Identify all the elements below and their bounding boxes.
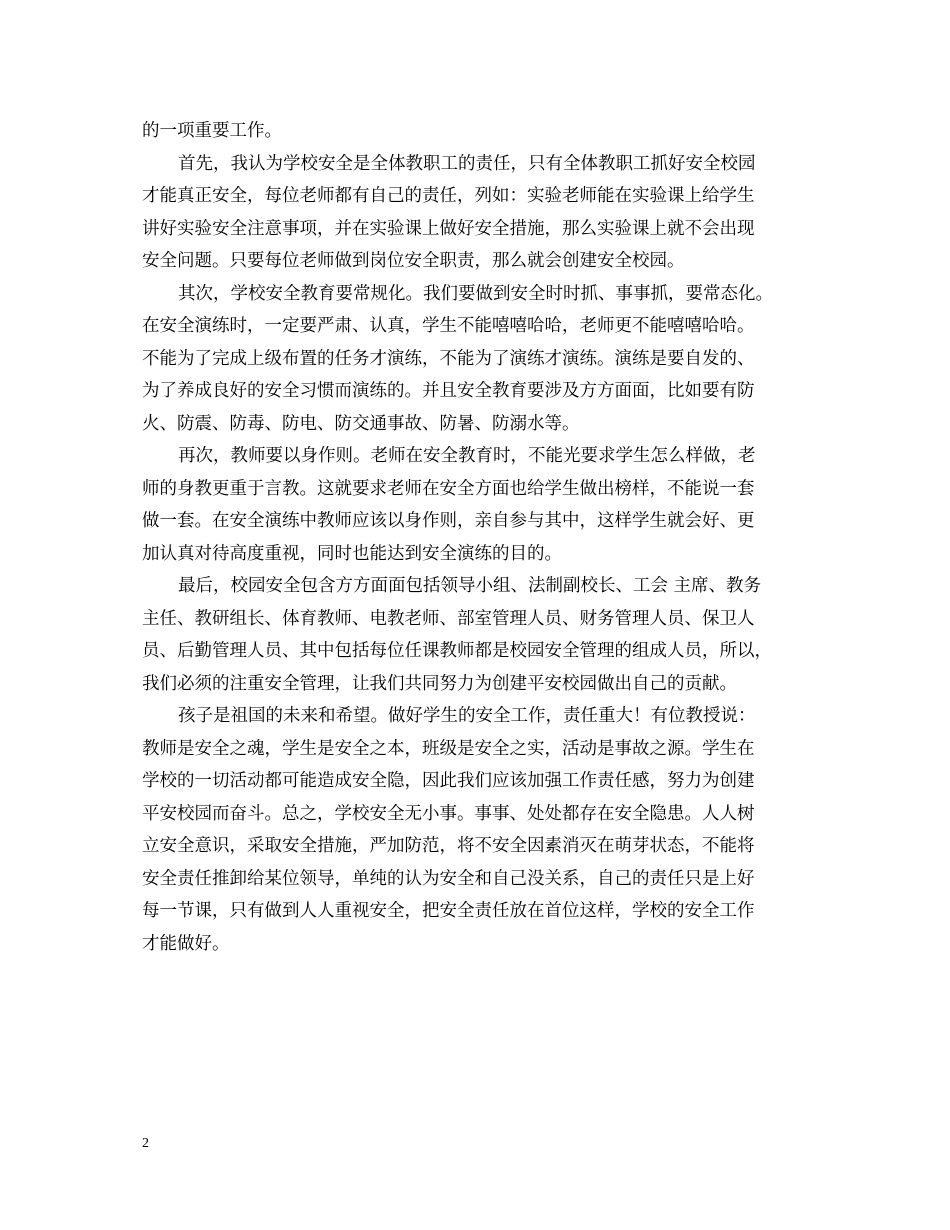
text-line: 做一套。在安全演练中教师应该以身作则，亲自参与其中，这样学生就会好、更 [142,511,755,531]
paragraph-first-line: 首先，我认为学校安全是全体教职工的责任，只有全体教职工抓好安全校园 [178,153,756,174]
text-line: 讲好实验安全注意事项，并在实验课上做好安全措施，那么实验课上就不会出现 [142,218,755,239]
text-line: 不能为了完成上级布置的任务才演练，不能为了演练才演练。演练是要自发的、 [142,348,755,369]
text-line: 我们必须的注重安全管理，让我们共同努力为创建平安校园做出自己的贡献。 [142,673,737,694]
text-line: 每一节课，只有做到人人重视安全，把安全责任放在首位这样，学校的安全工作 [142,901,755,921]
text-line: 才能做好。 [142,933,230,954]
paragraph-first-line: 再次，教师要以身作则。老师在安全教育时，不能光要求学生怎么样做，老 [178,446,756,466]
text-line: 员、后勤管理人员、其中包括每位任课教师都是校园安全管理的组成人员，所以， [142,641,772,661]
page-number: 2 [142,1136,149,1151]
text-line: 加认真对待高度重视，同时也能达到安全演练的目的。 [142,543,562,564]
text-line: 教师是安全之魂，学生是安全之本，班级是安全之实，活动是事故之源。学生在 [142,738,755,759]
text-line: 主任、教研组长、体育教师、电教老师、部室管理人员、财务管理人员、保卫人 [142,608,755,629]
text-line: 为了养成良好的安全习惯而演练的。并且安全教育要涉及方方面面，比如要有防 [142,381,755,401]
text-line: 才能真正安全，每位老师都有自己的责任，列如：实验老师能在实验课上给学生 [142,186,755,206]
text-line: 立安全意识，采取安全措施，严加防范，将不安全因素消灭在萌芽状态，不能将 [142,836,755,856]
text-line: 师的身教更重于言教。这就要求老师在安全方面也给学生做出榜样，不能说一套 [142,478,755,499]
text-line: 学校的一切活动都可能造成安全隐，因此我们应该加强工作责任感，努力为创建 [142,771,755,791]
body-text [142,115,832,960]
text-line: 火、防震、防毒、防电、防交通事故、防暑、防溺水等。 [142,413,580,434]
text-line: 安全责任推卸给某位领导，单纯的认为安全和自己没关系，自己的责任只是上好 [142,868,755,889]
paragraph-first-line: 最后，校园安全包含方方面面包括领导小组、法制副校长、工会 主席、教务 [178,576,762,596]
paragraph-first-line: 孩子是祖国的未来和希望。做好学生的安全工作，责任重大！有位教授说： [178,706,756,726]
text-line: 在安全演练时，一定要严肃、认真，学生不能嘻嘻哈哈，老师更不能嘻嘻哈哈。 [142,316,755,336]
text-line: 的一项重要工作。 [142,121,282,141]
text-line: 平安校园而奋斗。总之，学校安全无小事。事事、处处都存在安全隐患。人人树 [142,803,755,824]
paragraph-first-line: 其次，学校安全教育要常规化。我们要做到安全时时抓、事事抓，要常态化。 [178,283,773,304]
text-line: 安全问题。只要每位老师做到岗位安全职责，那么就会创建安全校园。 [142,251,685,271]
